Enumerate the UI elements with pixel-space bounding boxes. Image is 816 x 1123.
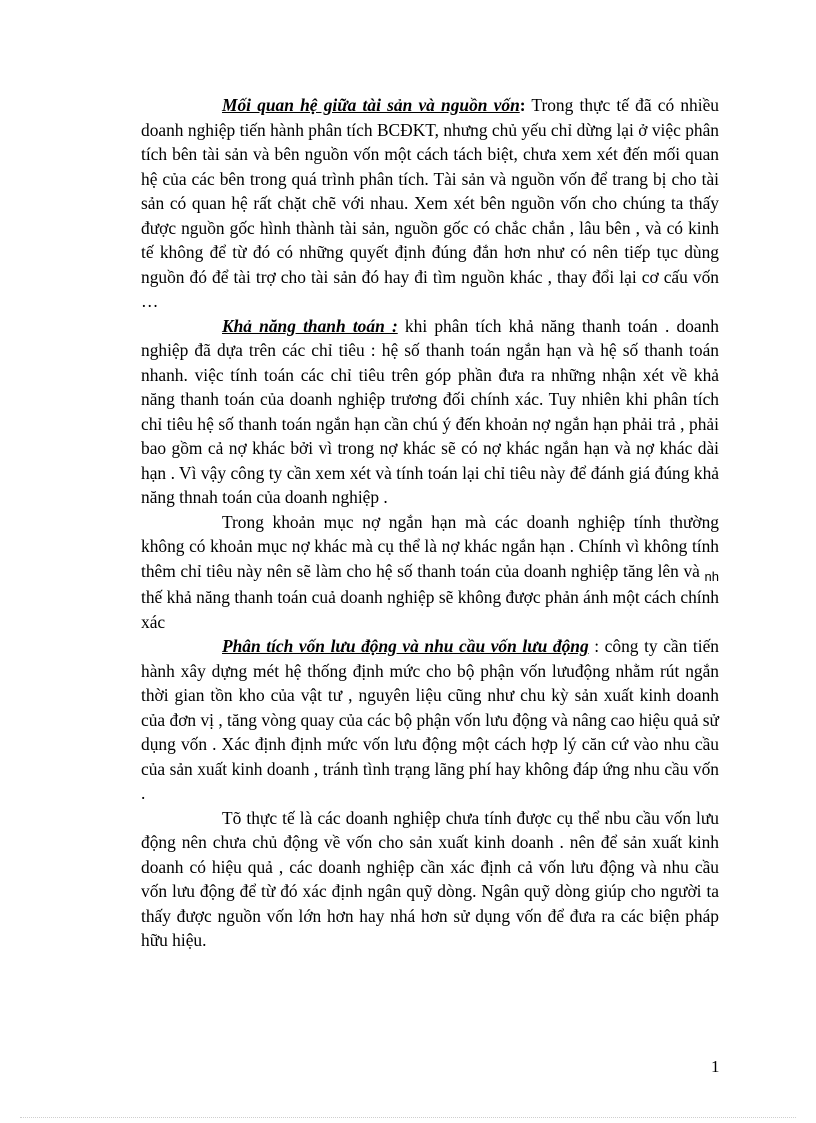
page-bottom-dotted-line xyxy=(20,1117,796,1118)
paragraph-solvency xyxy=(141,314,719,510)
heading-working-capital: Phân tích vốn lưu động và nhu cầu vốn lưu động xyxy=(222,636,589,656)
page-number: 1 xyxy=(711,1057,720,1076)
paragraph-working-capital xyxy=(141,634,719,806)
document-body xyxy=(141,93,719,953)
paragraph-text: khi phân tích khả năng thanh toán . doanh nghiệp đã dựa trên các chỉ tiêu : hệ số thanh toán ngắn hạn và hệ số thanh toán nhanh. việc tính toán các chỉ tiêu trên góp phần đưa ra những nhận xét về khả năng thanh toán của doanh nghiệp trương đối chính xác. Tuy nhiên khi phân tích chỉ tiêu hệ số thanh toán ngắn hạn cần chú ý đến khoản nợ ngắn hạn phải trả , phải bao gồm cả nợ khác bởi vì trong nợ khác sẽ có nợ khác ngắn hạn và nợ khác dài hạn . Vì vậy công ty cần xem xét và tính toán lại chỉ tiêu này để đánh giá đúng khả năng thnah toán của doanh nghiệp . xyxy=(141,315,719,507)
paragraph-asset-capital xyxy=(141,93,719,314)
paragraph-text: : công ty cần tiến hành xây dựng mét hệ thống định mức cho bộ phận vốn lưuđộng nhằm rút ngắn thời gian tồn kho của vật tư , nguyên liệu cũng như chu kỳ sản xuất kinh doanh của đơn vị , tăng vòng quay của các bộ phận vốn lưu động và nâng cao hiệu quả sử dụng vốn . Xác định định mức vốn lưu động một cách hợp lý căn cứ vào nhu cầu của sản xuất kinh doanh , tránh tình trạng lãng phí hay không đáp ứng nhu cầu vốn . xyxy=(141,636,719,803)
heading-asset-capital: Mối quan hệ giữa tài sản và nguồn vốn xyxy=(222,95,520,115)
inline-small-text: nh xyxy=(704,568,719,584)
paragraph-text: Trong khoản mục nợ ngắn hạn mà các doanh nghiệp tính thường không có khoản mục nợ khác mà cụ thể là nợ khác ngắn hạn . Chính vì không tính thêm chỉ tiêu này nên sẽ làm cho hệ số thanh toán của doanh nghiệp tăng lên và xyxy=(141,511,719,581)
paragraph-text: thế khả năng thanh toán cuả doanh nghiệp sẽ không được phản ánh một cách chính xác xyxy=(141,587,719,632)
paragraph-text: Tõ thực tế là các doanh nghiệp chưa tính được cụ thể nbu cầu vốn lưu động nên chưa chủ động về vốn cho sản xuất kinh doanh . nên để sản xuất kinh doanh có hiệu quả , các doanh nghiệp cần xác định cả vốn lưu động và nhu cầu vốn lưu động để từ đó xác định ngân quỹ dòng. Ngân quỹ dòng giúp cho người ta thấy được nguồn vốn lớn hơn hay nhá hơn sử dụng vốn để đưa ra các biện pháp hữu hiệu. xyxy=(141,807,719,950)
heading-separator: : xyxy=(519,95,526,115)
heading-solvency: Khả năng thanh toán : xyxy=(222,315,398,336)
paragraph-short-term-debt xyxy=(141,510,719,635)
paragraph-text: Trong thực tế đã có nhiều doanh nghiệp tiến hành phân tích BCĐKT, nhưng chủ yếu chỉ dừng lại ở việc phân tích bên tài sản và bên nguồn vốn một cách tách biệt, chưa xem xét đến mối quan hệ của các bên trong quá trình phân tích. Tài sản và nguồn vốn để trang bị cho tài sản có quan hệ rất chặt chẽ với nhau. Xem xét bên nguồn vốn cho chúng ta thấy được nguồn gốc hình thành tài sản, nguồn gốc có chắc chắn , lâu bên , và có kinh tế không để từ đó có những quyết định đúng đắn hơn như có nên tiếp tục dùng nguồn đó để tài trợ cho tài sản đó hay đi tìm nguồn khác , thay đổi lại cơ cấu vốn … xyxy=(141,95,719,311)
paragraph-cash-flow xyxy=(141,806,719,953)
